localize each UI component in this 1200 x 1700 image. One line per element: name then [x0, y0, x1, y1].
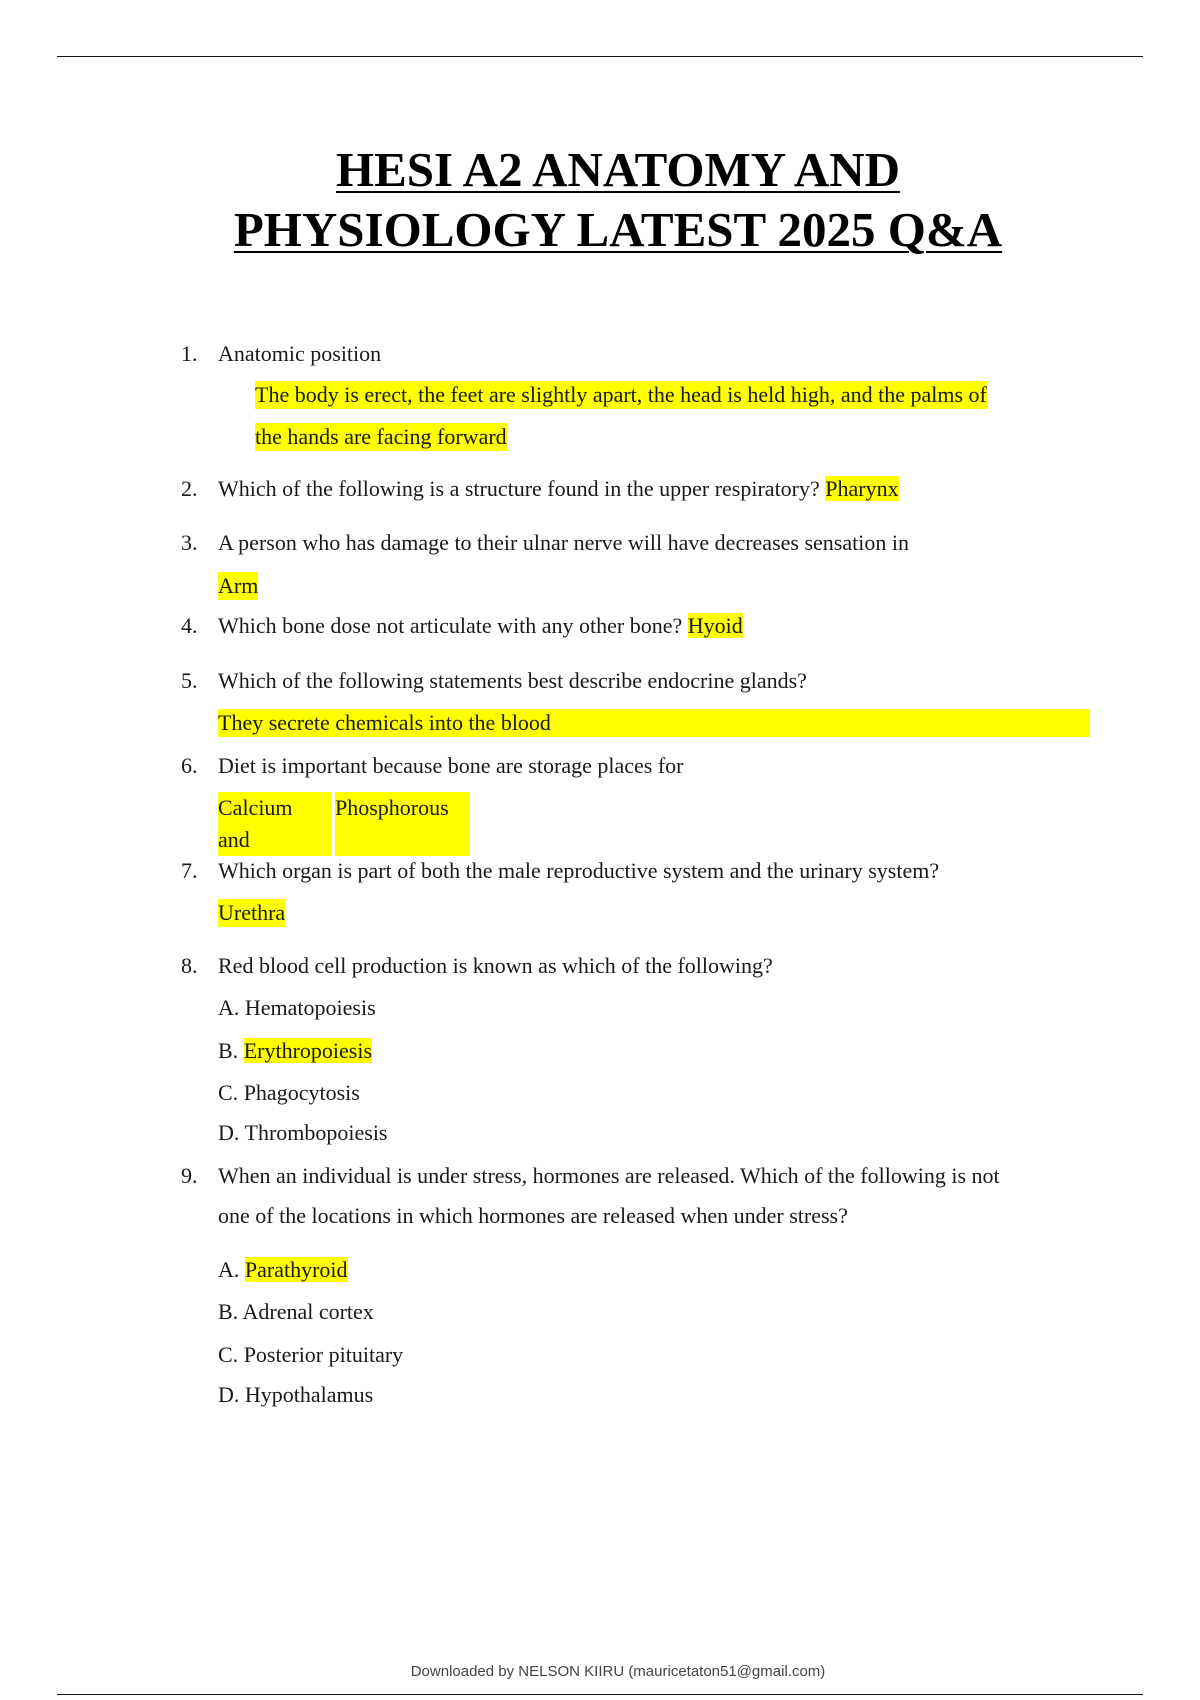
option-text: Thrombopoiesis [244, 1120, 388, 1145]
question-6-answer-cell-2 [335, 792, 470, 856]
download-footer: Downloaded by NELSON KIIRU (mauricetaton51@gmail.com) [410, 1663, 826, 1680]
question-8-option-a [218, 994, 376, 1022]
question-9-text-line-1: When an individual is under stress, hormones are released. Which of the following is not [218, 1163, 1000, 1188]
question-6-number: 6. [181, 753, 198, 778]
question-6-answer-phosphorous: Phosphorous [335, 795, 449, 820]
option-letter: D. [218, 1120, 240, 1145]
option-letter: B. [218, 1038, 239, 1063]
question-4-number: 4. [181, 613, 198, 638]
question-6-answer-cell-1 [218, 792, 331, 856]
question-4-text: Which bone dose not articulate with any other bone? [218, 613, 683, 638]
option-text: Adrenal cortex [242, 1299, 374, 1324]
question-5-answer: They secrete chemicals into the blood [218, 709, 1090, 737]
question-9-option-b [218, 1298, 374, 1326]
question-4-answer: Hyoid [687, 613, 743, 638]
title-line-1: HESI A2 ANATOMY AND [335, 142, 901, 197]
option-text-correct: Parathyroid [244, 1257, 348, 1282]
question-8-text: Red blood cell production is known as which of the following? [218, 953, 773, 978]
question-8-number: 8. [181, 953, 198, 978]
question-8-option-c [218, 1079, 360, 1107]
title-line-2: PHYSIOLOGY LATEST 2025 Q&A [233, 202, 1003, 257]
question-3-number: 3. [181, 530, 198, 555]
question-3-text: A person who has damage to their ulnar nerve will have decreases sensation in [218, 530, 909, 555]
question-9-text-line-2: one of the locations in which hormones are released when under stress? [218, 1203, 848, 1228]
option-letter: A. [218, 1257, 240, 1282]
question-5-number: 5. [181, 668, 198, 693]
option-text-correct: Erythropoiesis [243, 1038, 373, 1063]
question-4 [218, 612, 743, 640]
question-9-option-c [218, 1341, 403, 1369]
option-text: Posterior pituitary [243, 1342, 404, 1367]
question-2 [218, 475, 899, 503]
top-rule [57, 56, 1143, 57]
question-2-number: 2. [181, 476, 198, 501]
question-7-answer: Urethra [218, 900, 286, 925]
option-letter: C. [218, 1080, 239, 1105]
bottom-rule [57, 1694, 1143, 1695]
question-9-number: 9. [181, 1163, 198, 1188]
question-6-answer-calcium: Calcium [218, 795, 293, 820]
question-7-text: Which organ is part of both the male reproductive system and the urinary system? [218, 858, 940, 883]
question-9-option-d [218, 1381, 373, 1409]
option-letter: A. [218, 995, 240, 1020]
option-letter: B. [218, 1299, 239, 1324]
question-1-text: Anatomic position [218, 341, 382, 366]
question-9-option-a [218, 1256, 348, 1284]
question-1-number: 1. [181, 341, 198, 366]
question-3-answer: Arm [218, 573, 259, 598]
question-2-answer: Pharynx [825, 476, 899, 501]
document-title [0, 140, 1200, 260]
question-6-text: Diet is important because bone are storage places for [218, 753, 684, 778]
question-1-answer-line-2: the hands are facing forward [255, 424, 507, 449]
option-text: Phagocytosis [243, 1080, 360, 1105]
question-6-answer-and: and [218, 827, 250, 852]
question-7-number: 7. [181, 858, 198, 883]
option-letter: C. [218, 1342, 239, 1367]
question-1-answer-line-1: The body is erect, the feet are slightly apart, the head is held high, and the palms of [255, 382, 987, 407]
question-2-text: Which of the following is a structure found in the upper respiratory? [218, 476, 820, 501]
option-text: Hypothalamus [244, 1382, 374, 1407]
question-8-option-b [218, 1037, 372, 1065]
question-8-option-d [218, 1119, 388, 1147]
question-5-text: Which of the following statements best describe endocrine glands? [218, 668, 807, 693]
option-letter: D. [218, 1382, 240, 1407]
option-text: Hematopoiesis [244, 995, 376, 1020]
